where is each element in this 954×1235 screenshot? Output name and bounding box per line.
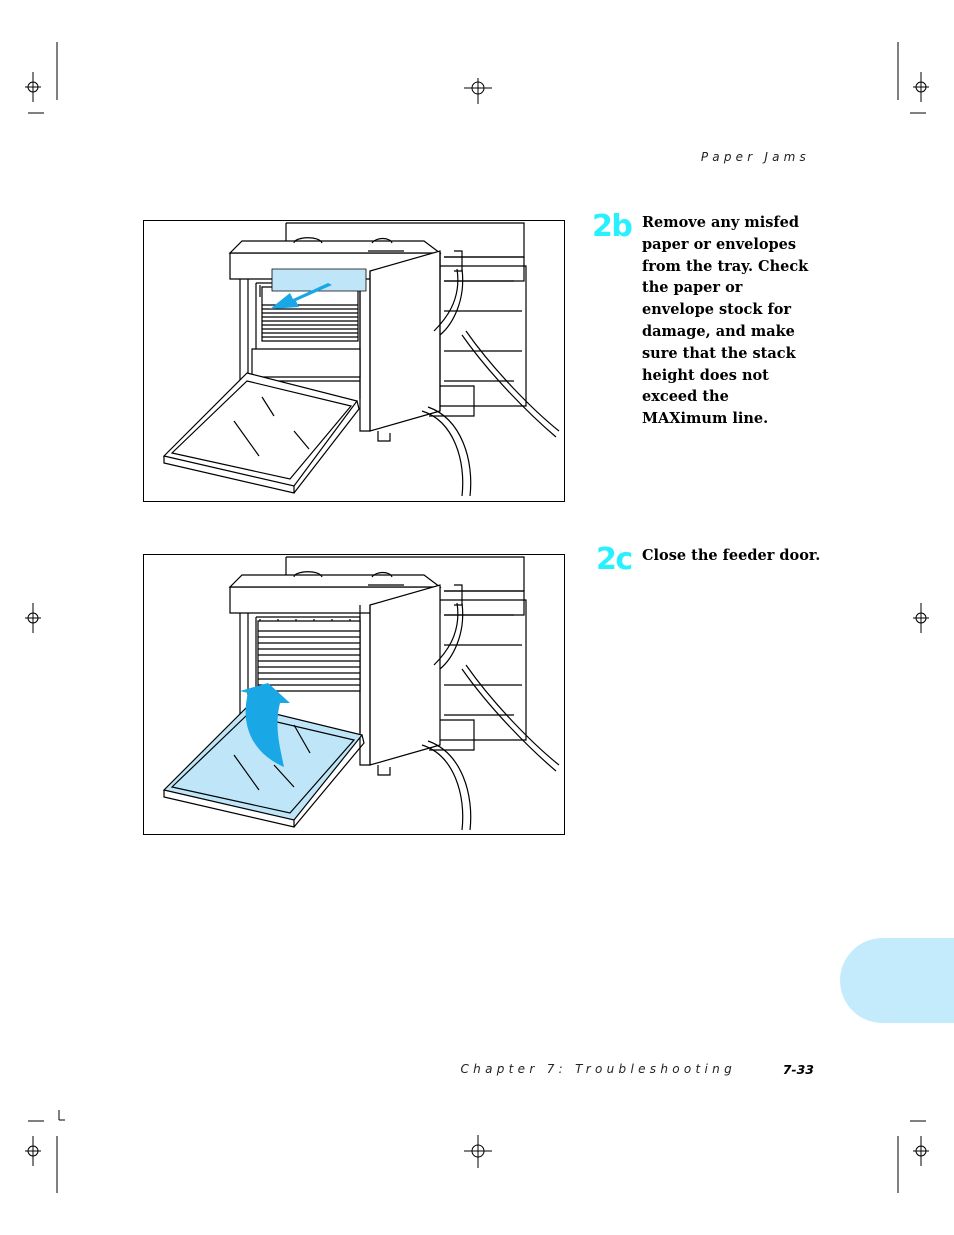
step-number-2b: 2b [592, 209, 632, 244]
footer-chapter: Chapter 7: Troubleshooting [460, 1062, 736, 1076]
chapter-thumb-tab [840, 938, 954, 1023]
step-number-2c: 2c [596, 542, 632, 577]
running-head: Paper Jams [700, 150, 810, 164]
step-text-2b: Remove any misfed paper or envelopes from the tray. Check the paper or envelope stock for damage, and make sure that the stack height does not exceed the MAXimum line. [642, 214, 809, 428]
step-text-2c: Close the feeder door. [642, 547, 821, 564]
figure-remove-misfed-paper [143, 220, 565, 502]
printer-illustration [144, 555, 564, 834]
printer-illustration [144, 221, 564, 501]
figure-close-feeder-door [143, 554, 565, 835]
page-number: 7-33 [782, 1062, 814, 1077]
